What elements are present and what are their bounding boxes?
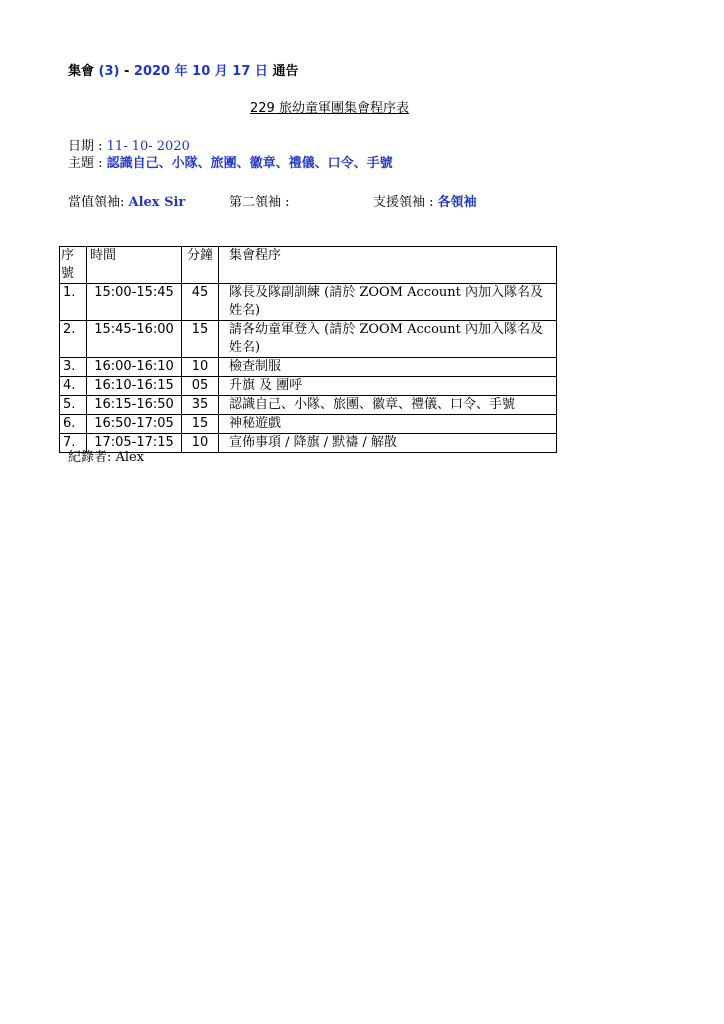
table-row [60,321,557,358]
header-time: 時間 [87,247,182,284]
row-time: 16:50-17:05 [87,415,182,434]
row-time: 15:00-15:45 [87,284,182,321]
duty-leader [68,191,185,210]
row-program: 升旗 及 團呼 [219,377,557,396]
row-minutes: 15 [182,415,219,434]
row-idx: 2. [60,321,87,358]
meeting-number: (3) [98,64,120,79]
row-idx: 3. [60,358,87,377]
date-value: 11- 10- 2020 [106,139,190,154]
row-time: 16:00-16:10 [87,358,182,377]
row-program: 宣佈事項 / 降旗 / 默禱 / 解散 [219,434,557,453]
theme-line [68,152,393,171]
header-minutes: 分鐘 [182,247,219,284]
row-program: 檢查制服 [219,358,557,377]
row-program: 請各幼童軍登入 (請於 ZOOM Account 內加入隊名及姓名) [219,321,557,358]
row-time: 17:05-17:15 [87,434,182,453]
row-program: 認識自己、小隊、旅團、徽章、禮儀、口令、手號 [219,396,557,415]
row-time: 16:10-16:15 [87,377,182,396]
date-label: 日期 : [68,139,107,154]
recorder-note: 紀錄者: Alex [68,450,145,465]
row-idx: 1. [60,284,87,321]
table-header-row [60,247,557,284]
theme-label: 主題 : [68,156,107,171]
support-leader-label: 支援領袖 : [373,195,438,210]
schedule-table [59,246,557,453]
row-minutes: 10 [182,358,219,377]
row-minutes: 15 [182,321,219,358]
row-minutes: 10 [182,434,219,453]
heading-dash: - [119,64,134,79]
heading-prefix: 集會 [68,64,99,79]
row-time: 16:15-16:50 [87,396,182,415]
duty-leader-label: 當值領袖: [68,195,129,210]
row-program: 神秘遊戲 [219,415,557,434]
header-idx: 序號 [60,247,87,284]
heading-suffix: 通告 [267,64,299,79]
table-row [60,415,557,434]
row-minutes: 45 [182,284,219,321]
table-row [60,284,557,321]
table-row [60,377,557,396]
row-idx: 7. [60,434,87,453]
meeting-date: 2020 年 10 月 17 日 [133,64,268,79]
row-minutes: 35 [182,396,219,415]
support-leader-value: 各領袖 [437,195,477,210]
row-idx: 5. [60,396,87,415]
row-program: 隊長及隊副訓練 (請於 ZOOM Account 內加入隊名及姓名) [219,284,557,321]
row-minutes: 05 [182,377,219,396]
second-leader-label: 第二領袖 : [229,195,290,210]
row-idx: 6. [60,415,87,434]
header-program: 集會程序 [219,247,557,284]
row-idx: 4. [60,377,87,396]
row-time: 15:45-16:00 [87,321,182,358]
table-row [60,396,557,415]
document-title: 229 旅幼童軍團集會程序表 [250,101,409,116]
second-leader [229,191,290,210]
support-leader [373,191,477,210]
table-row [60,358,557,377]
theme-value: 認識自己、小隊、旅團、徽章、禮儀、口令、手號 [106,156,393,171]
duty-leader-value: Alex Sir [128,195,186,210]
notice-heading [68,60,298,79]
